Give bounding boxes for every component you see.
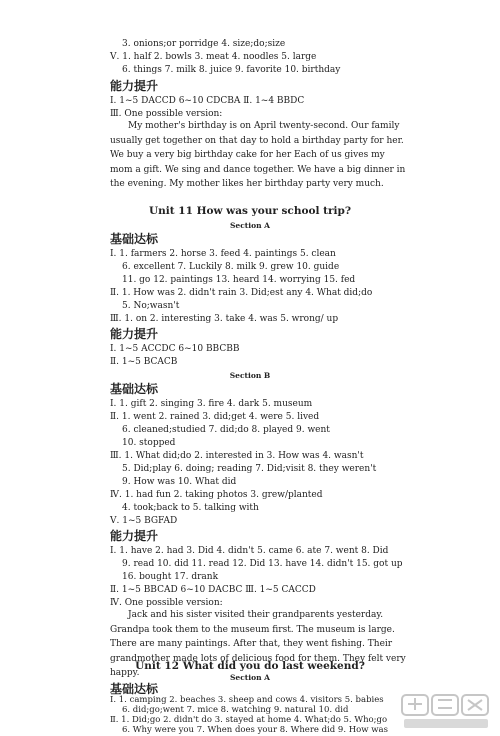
- answer-line: 10. stopped: [122, 438, 176, 448]
- section-heading: 能力提升: [110, 529, 159, 543]
- answer-line: Ⅳ. 1. had fun 2. taking photos 3. grew/planted: [110, 490, 323, 500]
- answer-line: Ⅲ. 1. on 2. interesting 3. take 4. was 5. wrong/ up: [110, 314, 339, 324]
- answer-line: Ⅴ. 1~5 BGFAD: [110, 516, 178, 526]
- essay-text: My mother's birthday is on April twenty-second. Our family usually get together on that day to hold a birthday party for her. We buy a very big birthday cake for her Each of us gives my mom a gift. We sing and dance together. We have a big dinner in the evening. My mother likes her birthday party very much.: [110, 121, 406, 189]
- answer-line: 16. bought 17. drank: [122, 572, 219, 582]
- section-heading: 基础达标: [110, 232, 159, 246]
- answer-line: 9. read 10. did 11. read 12. Did 13. have 14. didn't 15. got up: [122, 559, 403, 569]
- section-heading: 基础达标: [110, 682, 159, 696]
- answer-line: 6. did;go;went 7. mice 8. watching 9. natural 10. did: [122, 705, 349, 715]
- answer-line: Ⅴ. 1. half 2. bowls 3. meat 4. noodles 5. large: [110, 52, 317, 62]
- essay-paragraph: [110, 119, 410, 192]
- section-label: Section A: [230, 221, 270, 230]
- answer-line: 9. How was 10. What did: [122, 477, 237, 487]
- section-label: Section A: [230, 673, 270, 682]
- answer-line: Ⅱ. 1. went 2. rained 3. did;get 4. were 5. lived: [110, 412, 320, 422]
- unit-title: Unit 11 How was your school trip?: [149, 205, 351, 217]
- section-heading: 能力提升: [110, 79, 159, 93]
- answer-line: Ⅲ. 1. What did;do 2. interested in 3. How was 4. wasn't: [110, 451, 364, 461]
- answer-line: Ⅱ. 1~5 BCACB: [110, 357, 178, 367]
- answer-line: Ⅱ. 1. Did;go 2. didn't do 3. stayed at home 4. What;do 5. Who;go: [110, 715, 388, 725]
- answer-line: Ⅰ. 1. farmers 2. horse 3. feed 4. paintings 5. clean: [110, 249, 336, 259]
- section-heading: 基础达标: [110, 382, 159, 396]
- unit-title: Unit 12 What did you do last weekend?: [135, 660, 365, 672]
- answer-line: 11. go 12. paintings 13. heard 14. worrying 15. fed: [122, 275, 356, 285]
- answer-line: 6. excellent 7. Luckily 8. milk 9. grew 10. guide: [122, 262, 340, 272]
- essay-text: Jack and his sister visited their grandparents yesterday. Grandpa took them to the museum first. The museum is large. There are many paintings. After that, they went fishing. Their grandmother made lots of delicious food for them. They felt very happy.: [110, 610, 406, 678]
- answer-line: Ⅰ. 1. camping 2. beaches 3. sheep and cows 4. visitors 5. babies: [110, 695, 384, 705]
- answer-line: 5. No;wasn't: [122, 301, 180, 311]
- answer-line: 6. things 7. milk 8. juice 9. favorite 10. birthday: [122, 65, 341, 75]
- answer-line: Ⅰ. 1~5 ACCDC 6~10 BBCBB: [110, 344, 240, 354]
- answer-line: Ⅳ. One possible version:: [110, 598, 223, 608]
- watermark-logo-icon: [398, 692, 494, 732]
- answer-line: Ⅰ. 1~5 DACCD 6~10 CDCBA Ⅱ. 1~4 BBDC: [110, 96, 305, 106]
- answer-line: Ⅱ. 1. How was 2. didn't rain 3. Did;est any 4. What did;do: [110, 288, 373, 298]
- answer-line: 3. onions;or porridge 4. size;do;size: [122, 39, 286, 49]
- answer-line: Ⅰ. 1. gift 2. singing 3. fire 4. dark 5. museum: [110, 399, 313, 409]
- answer-line: 4. took;back to 5. talking with: [122, 503, 259, 513]
- section-label: Section B: [229, 371, 271, 380]
- answer-line: Ⅱ. 1~5 BBCAD 6~10 DACBC Ⅲ. 1~5 CACCD: [110, 585, 316, 595]
- answer-line: Ⅰ. 1. have 2. had 3. Did 4. didn't 5. came 6. ate 7. went 8. Did: [110, 546, 389, 556]
- answer-line: 5. Did;play 6. doing; reading 7. Did;visit 8. they weren't: [122, 464, 377, 474]
- answer-line: 6. cleaned;studied 7. did;do 8. played 9. went: [122, 425, 330, 435]
- answer-line: 6. Why were you 7. When does your 8. Where did 9. How was: [122, 725, 388, 735]
- section-heading: 能力提升: [110, 327, 159, 341]
- answer-line: Ⅲ. One possible version:: [110, 109, 223, 119]
